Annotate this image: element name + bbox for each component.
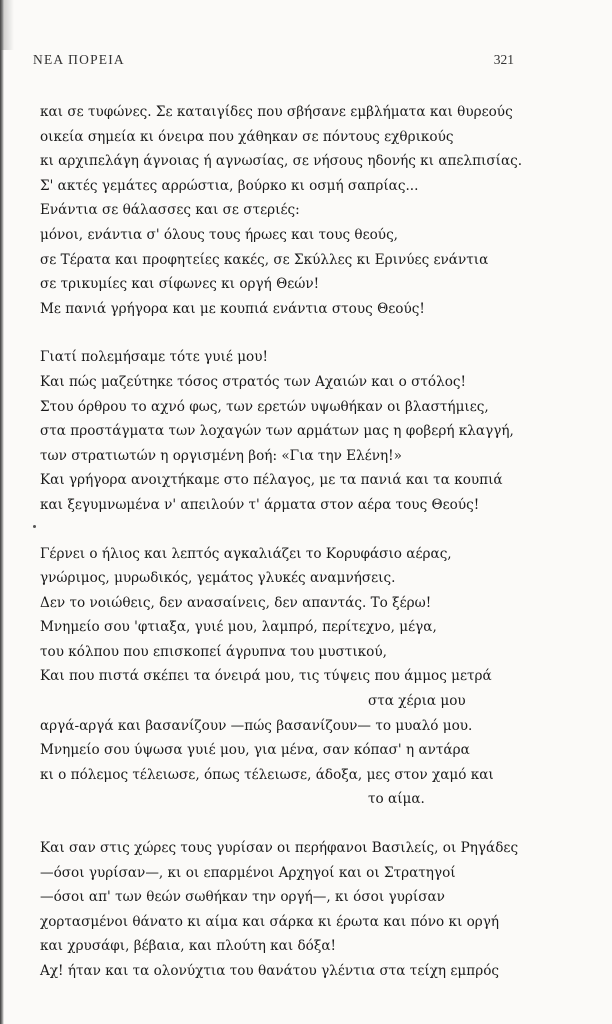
stanza-break [40, 321, 580, 345]
page-binding-shadow [0, 0, 14, 50]
poem-line: Αχ! ήταν και τα ολονύχτια του θανάτου γλέντια στα τείχη εμπρός [40, 963, 499, 979]
stanza-2 [40, 345, 580, 517]
stanza-4 [40, 836, 580, 984]
poem-line: Με πανιά γρήγορα και με κουπιά ενάντια στους Θεούς! [40, 300, 425, 317]
poem-line: των στρατιωτών η οργισμένη βοή: «Για την Ελένη!» [40, 447, 402, 464]
stanza-3 [40, 542, 580, 813]
stanza-1 [40, 100, 580, 321]
poem-line: —όσοι απ' των θεών σωθήκαν την οργή—, κι όσοι γυρίσαν [40, 889, 445, 906]
poem-line: Δεν το νοιώθεις, δεν ανασαίνεις, δεν απαντάς. Το ξέρω! [40, 594, 432, 611]
poem-line: χορτασμένοι θάνατο κι αίμα και σάρκα κι έρωτα και πόνο κι οργή [40, 913, 500, 930]
poem-line: Γέρνει ο ήλιος και λεπτός αγκαλιάζει το Κορυφάσιο αέρας, [40, 545, 452, 562]
poem-line: Και πώς μαζεύτηκε τόσος στρατός των Αχαιών και ο στόλος! [40, 373, 466, 390]
poem-line: Και γρήγορα ανοιχτήκαμε στο πέλαγος, με τα πανιά και τα κουπιά [40, 472, 503, 489]
running-title: ΝΕΑ ΠΟΡΕΙΑ [33, 52, 125, 67]
poem-line: κι ο πόλεμος τέλειωσε, όπως τέλειωσε, άδοξα, μες στον χαμό και [40, 766, 494, 783]
poem-line: αργά-αργά και βασανίζουν —πώς βασανίζουν— το μυαλό μου. [40, 717, 473, 734]
poem-line-continuation: το αίμα. [368, 791, 425, 808]
poem-line: οικεία σημεία κι όνειρα που χάθηκαν σε πόντους εχθρικούς [40, 128, 454, 145]
poem-body [40, 100, 580, 984]
poem-line: σε τρικυμίες και σίφωνες κι οργή Θεών! [40, 276, 320, 293]
poem-line-continuation: στα χέρια μου [368, 693, 466, 710]
poem-line: Ενάντια σε θάλασσες και σε στεριές: [40, 202, 300, 219]
poem-line: στα προστάγματα των λοχαγών των αρμάτων μας η φοβερή κλαγγή, [40, 423, 514, 440]
poem-line: Σ' ακτές γεμάτες αρρώστια, βούρκο κι οσμή σαπρίας... [40, 177, 419, 194]
poem-line: —όσοι γυρίσαν—, κι οι επαρμένοι Αρχηγοί και οι Στρατηγοί [40, 864, 456, 881]
poem-line: Και που πιστά σκέπει τα όνειρά μου, τις τύψεις που άμμος μετρά [40, 668, 492, 685]
stanza-break [40, 812, 580, 836]
page-number: 321 [493, 52, 514, 67]
poem-line: και ξεγυμνωμένα ν' απειλούν τ' άρματα στον αέρα τους Θεούς! [40, 496, 480, 513]
poem-line: μόνοι, ενάντια σ' όλους τους ήρωες και τους θεούς, [40, 226, 398, 243]
poem-line: γνώριμος, μυρωδικός, γεμάτος γλυκές αναμνήσεις. [40, 570, 396, 587]
stanza-break [40, 518, 580, 542]
poem-line: και σε τυφώνες. Σε καταιγίδες που σβήσανε εμβλήματα και θυρεούς [40, 104, 513, 120]
poem-line: του κόλπου που επισκοπεί άγρυπνα του μυστικού, [40, 643, 387, 660]
poem-line: Και σαν στις χώρες τους γυρίσαν οι περήφανοι Βασιλείς, οι Ρηγάδες [40, 840, 519, 857]
poem-line: Μνημείο σου 'φτιαξα, γυιέ μου, λαμπρό, περίτεχνο, μέγα, [40, 619, 437, 636]
poem-line: Μνημείο σου ύψωσα γυιέ μου, για μένα, σαν κόπασ' η αντάρα [40, 742, 470, 759]
poem-line: κι αρχιπελάγη άγνοιας ή αγνωσίας, σε νήσους ηδονής κι απελπισίας. [40, 153, 523, 170]
poem-line: σε Τέρατα και προφητείες κακές, σε Σκύλλες κι Ερινύες ενάντια [40, 251, 489, 268]
poem-line: και χρυσάφι, βέβαια, και πλούτη και δόξα! [40, 938, 336, 955]
poem-line: Γιατί πολεμήσαμε τότε γυιέ μου! [40, 349, 268, 366]
poem-line: Στου όρθρου το αχνό φως, των ερετών υψωθήκαν οι βλαστήμιες, [40, 398, 489, 415]
margin-mark [33, 525, 36, 528]
page-binding-edge [0, 0, 4, 1024]
